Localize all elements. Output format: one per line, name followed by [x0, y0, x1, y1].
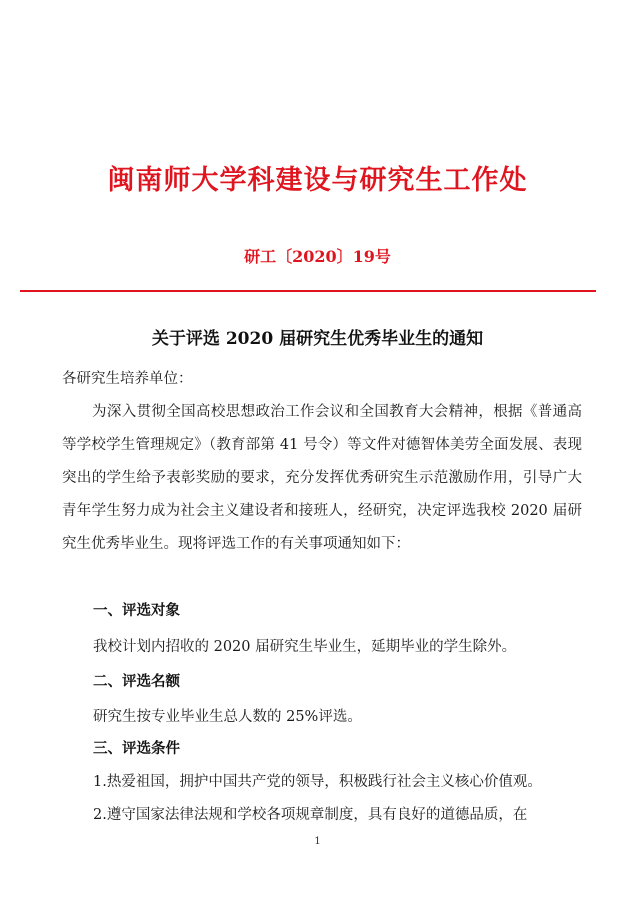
addressee: 各研究生培养单位：: [62, 371, 193, 387]
section-heading-eligibility: 一、评选对象: [93, 602, 180, 619]
section-heading-criteria: 三、评选条件: [93, 740, 180, 757]
organization-title: 闽南师大学科建设与研究生工作处: [107, 165, 528, 196]
criteria-item-1: 1.热爱祖国，拥护中国共产党的领导，积极践行社会主义核心价值观。: [93, 774, 542, 790]
section-heading-quota: 二、评选名额: [93, 673, 180, 690]
document-number: 研工〔2020〕19号: [244, 247, 391, 266]
intro-paragraph: 为深入贯彻全国高校思想政治工作会议和全国教育大会精神，根据《普通高等学校学生管理规定》（教育部第 41 号令）等文件对德智体美劳全面发展、表现突出的学生给予表彰奖励的要求，充分发挥优秀研究生示范激励作用，引导广大青年学生努力成为社会主义建设者和接班人，经研究，决定评选我校 2020 届研究生优秀毕业生。现将评选工作的有关事项通知如下：: [62, 404, 582, 552]
page-number: 1: [314, 836, 321, 847]
criteria-item-2: 2.遵守国家法律法规和学校各项规章制度，具有良好的道德品质，在: [93, 807, 528, 823]
red-divider-line: [20, 290, 596, 292]
section-text-eligibility: 我校计划内招收的 2020 届研究生毕业生，延期毕业的学生除外。: [93, 639, 517, 655]
section-text-quota: 研究生按专业毕业生总人数的 25%评选。: [93, 709, 362, 725]
notice-title: 关于评选 2020 届研究生优秀毕业生的通知: [151, 329, 484, 349]
